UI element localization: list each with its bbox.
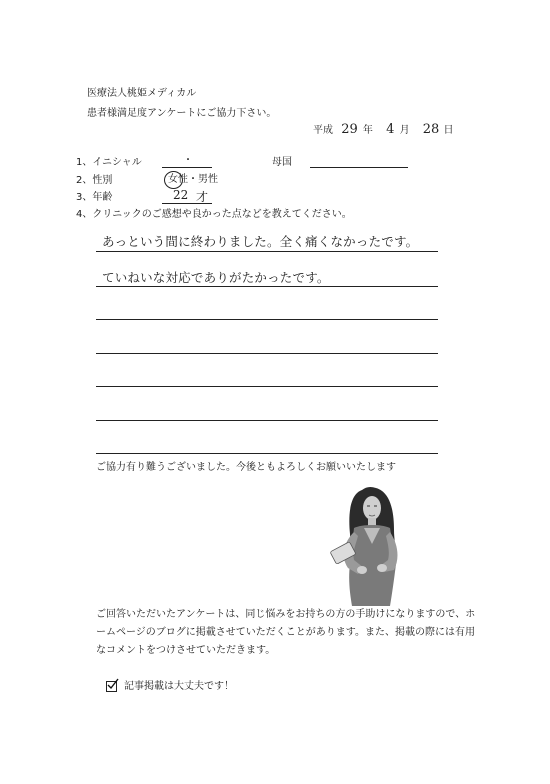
date-day-unit: 日 [443, 125, 454, 136]
clinic-model-illustration [328, 484, 413, 606]
gender-options[interactable]: 女性・男性 [168, 174, 218, 185]
comment-line-3[interactable] [96, 319, 438, 320]
clinic-name: 医療法人桃姫メディカル [87, 88, 197, 99]
checkmark-icon [106, 677, 120, 691]
question-initial-label: 1、イニシャル [76, 157, 142, 168]
initial-answer[interactable]: ・ [183, 155, 193, 166]
question-comment-label: 4、クリニックのご感想や良かった点などを教えてください。 [76, 209, 352, 220]
date-day: 28 [422, 122, 440, 137]
age-answer[interactable]: 22 [173, 188, 189, 202]
consent-label: 記事掲載は大丈夫です！ [124, 681, 234, 692]
question-age-label: 3、年齢 [76, 192, 113, 203]
thanks-message: ご協力有り難うございました。今後ともよろしくお願いいたします [96, 462, 396, 473]
date-month: 4 [386, 122, 395, 137]
date-year-unit: 年 [362, 125, 373, 136]
comment-line-2-text: ていねいな対応でありがたかったです。 [102, 270, 330, 285]
home-country-underline[interactable] [310, 167, 408, 168]
gender-female-circle [164, 171, 183, 189]
home-country-label: 母国 [272, 157, 292, 168]
date-month-unit: 月 [399, 125, 410, 136]
age-unit: 才 [196, 190, 209, 204]
age-underline [162, 203, 212, 204]
comment-line-6[interactable] [96, 420, 438, 421]
survey-title: 患者様満足度アンケートにご協力下さい。 [87, 108, 277, 119]
initial-underline [162, 167, 212, 168]
date-year: 29 [341, 122, 358, 137]
survey-date [313, 122, 454, 137]
question-gender-label: 2、性別 [76, 175, 113, 186]
comment-line-1[interactable] [96, 251, 438, 252]
comment-line-2[interactable] [96, 286, 438, 287]
notice-line-3: なコメントをつけさせていただきます。 [96, 645, 276, 656]
comment-line-7[interactable] [96, 453, 438, 454]
consent-checkbox[interactable] [106, 681, 117, 692]
notice-line-2: ームページのブログに掲載させていただくことがあります。また、掲載の際には有用 [96, 627, 475, 638]
publication-notice [96, 606, 475, 660]
comment-line-1-text: あっという間に終わりました。全く痛くなかったです。 [102, 234, 419, 249]
comment-line-5[interactable] [96, 386, 438, 387]
date-era: 平成 [313, 125, 333, 136]
comment-line-4[interactable] [96, 353, 438, 354]
notice-line-1: ご回答いただいたアンケートは、同じ悩みをお持ちの方の手助けになりますので、ホ [96, 609, 476, 620]
